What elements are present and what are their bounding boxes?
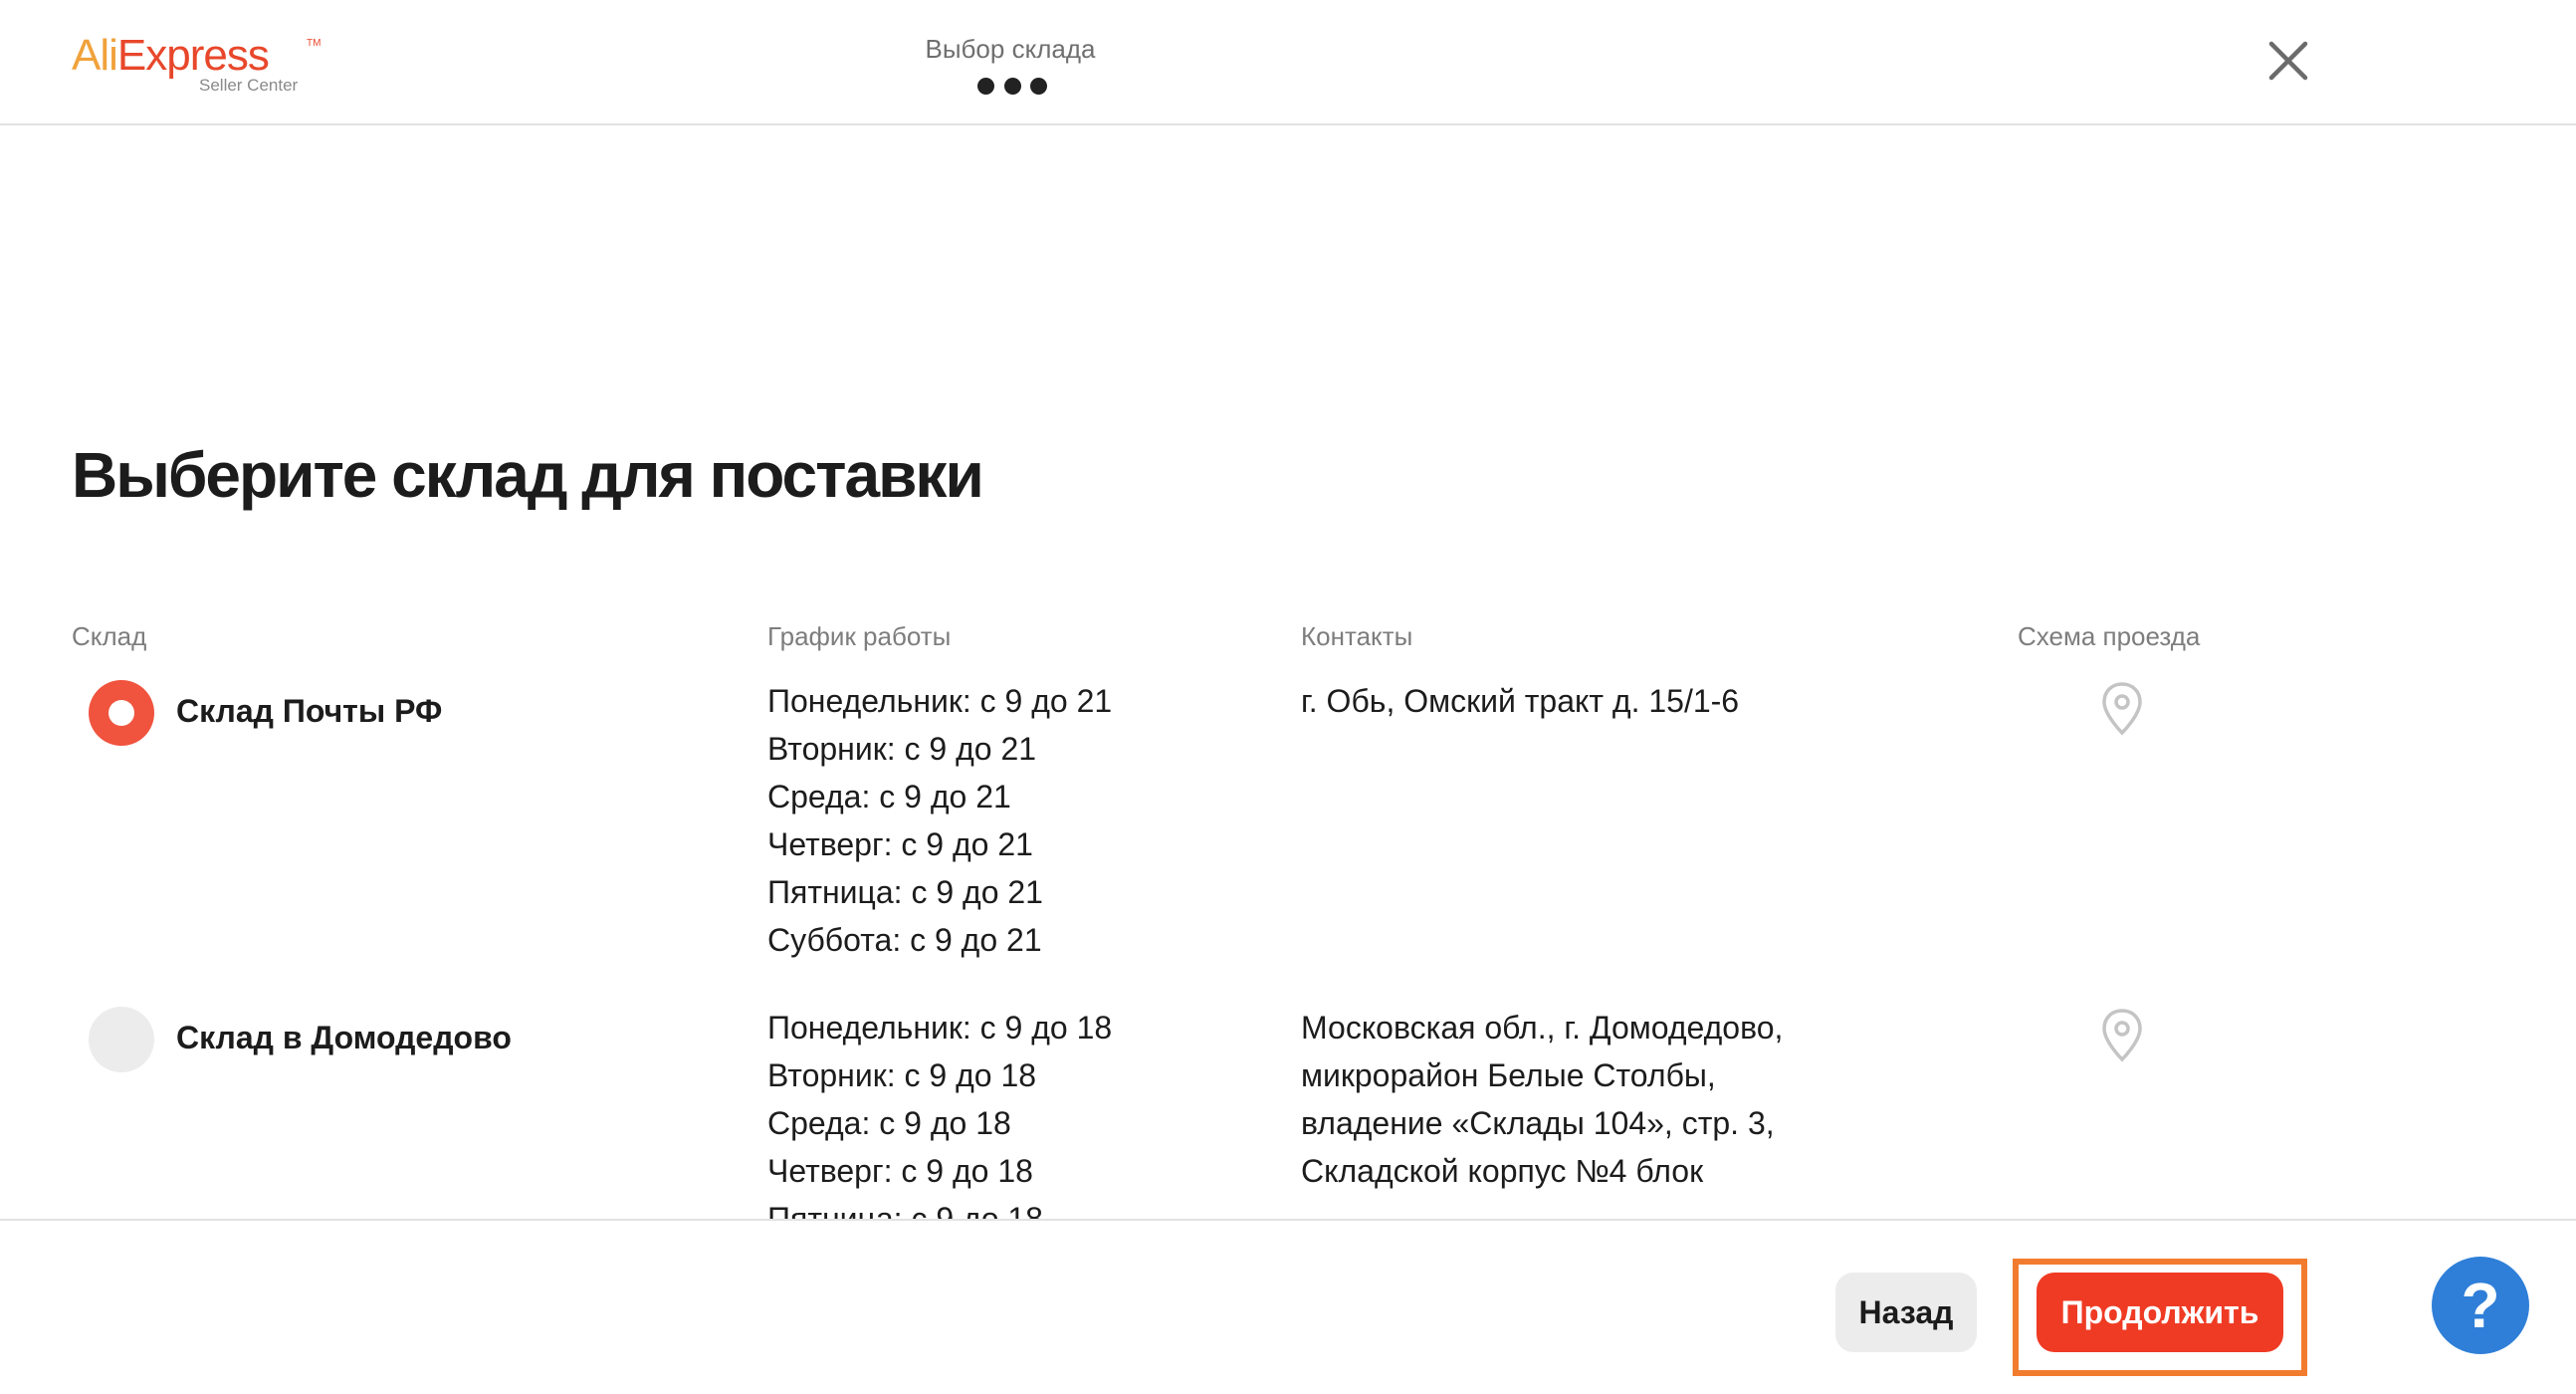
- close-icon: [2265, 38, 2311, 84]
- step-dot: [1030, 78, 1047, 95]
- map-pin-icon[interactable]: [2100, 1008, 2144, 1063]
- aliexpress-logo[interactable]: [72, 30, 321, 100]
- step-dot: [1004, 78, 1021, 95]
- logo-wordmark: [72, 30, 269, 82]
- step-title: Выбор склада: [925, 34, 1096, 64]
- close-button[interactable]: [2265, 38, 2311, 84]
- warehouse-name: Склад в Домодедово: [176, 1020, 512, 1055]
- warehouse-contact: Московская обл., г. Домодедово, микрорайон Белые Столбы, владение «Склады 104», стр. 3, Складской корпус №4 блок: [1301, 1010, 1784, 1189]
- warehouse-radio-selected[interactable]: [89, 680, 154, 746]
- help-button[interactable]: ?: [2432, 1257, 2529, 1354]
- map-pin-icon[interactable]: [2100, 681, 2144, 737]
- schedule-line: Среда: с 9 до 18: [767, 1105, 1011, 1141]
- schedule-line: Пятница: с 9 до 21: [767, 874, 1043, 910]
- schedule-line: Суббота: с 9 до 21: [767, 922, 1042, 958]
- logo-trademark: TM: [307, 38, 322, 49]
- column-header-warehouse: Склад: [72, 621, 147, 651]
- schedule-line: Понедельник: с 9 до 18: [767, 1010, 1113, 1046]
- step-indicator: [977, 78, 1047, 96]
- warehouse-contact: г. Обь, Омский тракт д. 15/1-6: [1301, 683, 1740, 719]
- logo-wordmark-ali: Ali: [72, 31, 117, 80]
- logo-wordmark-express: Express: [116, 31, 269, 80]
- schedule-line: Среда: с 9 до 21: [767, 779, 1011, 814]
- logo-subtitle: Seller Center: [199, 76, 299, 95]
- footer-bar: [0, 1219, 2576, 1394]
- schedule-line: Понедельник: с 9 до 21: [767, 683, 1113, 719]
- warehouse-schedule: [767, 1004, 1112, 1243]
- step-dot: [977, 78, 994, 95]
- warehouse-radio[interactable]: [89, 1007, 154, 1072]
- schedule-line: Вторник: с 9 до 18: [767, 1057, 1037, 1093]
- back-button[interactable]: Назад: [1835, 1273, 1977, 1352]
- header: [0, 0, 2576, 125]
- column-header-schedule: График работы: [767, 621, 952, 651]
- page-title: Выберите склад для поставки: [72, 439, 982, 511]
- column-header-route: Схема проезда: [2018, 621, 2201, 651]
- schedule-line: Четверг: с 9 до 21: [767, 826, 1033, 862]
- warehouse-schedule: [767, 677, 1112, 964]
- column-header-contacts: Контакты: [1301, 621, 1413, 651]
- continue-button[interactable]: Продолжить: [2037, 1273, 2283, 1352]
- schedule-line: Четверг: с 9 до 18: [767, 1153, 1033, 1189]
- warehouse-name: Склад Почты РФ: [176, 693, 443, 729]
- schedule-line: Вторник: с 9 до 21: [767, 731, 1037, 767]
